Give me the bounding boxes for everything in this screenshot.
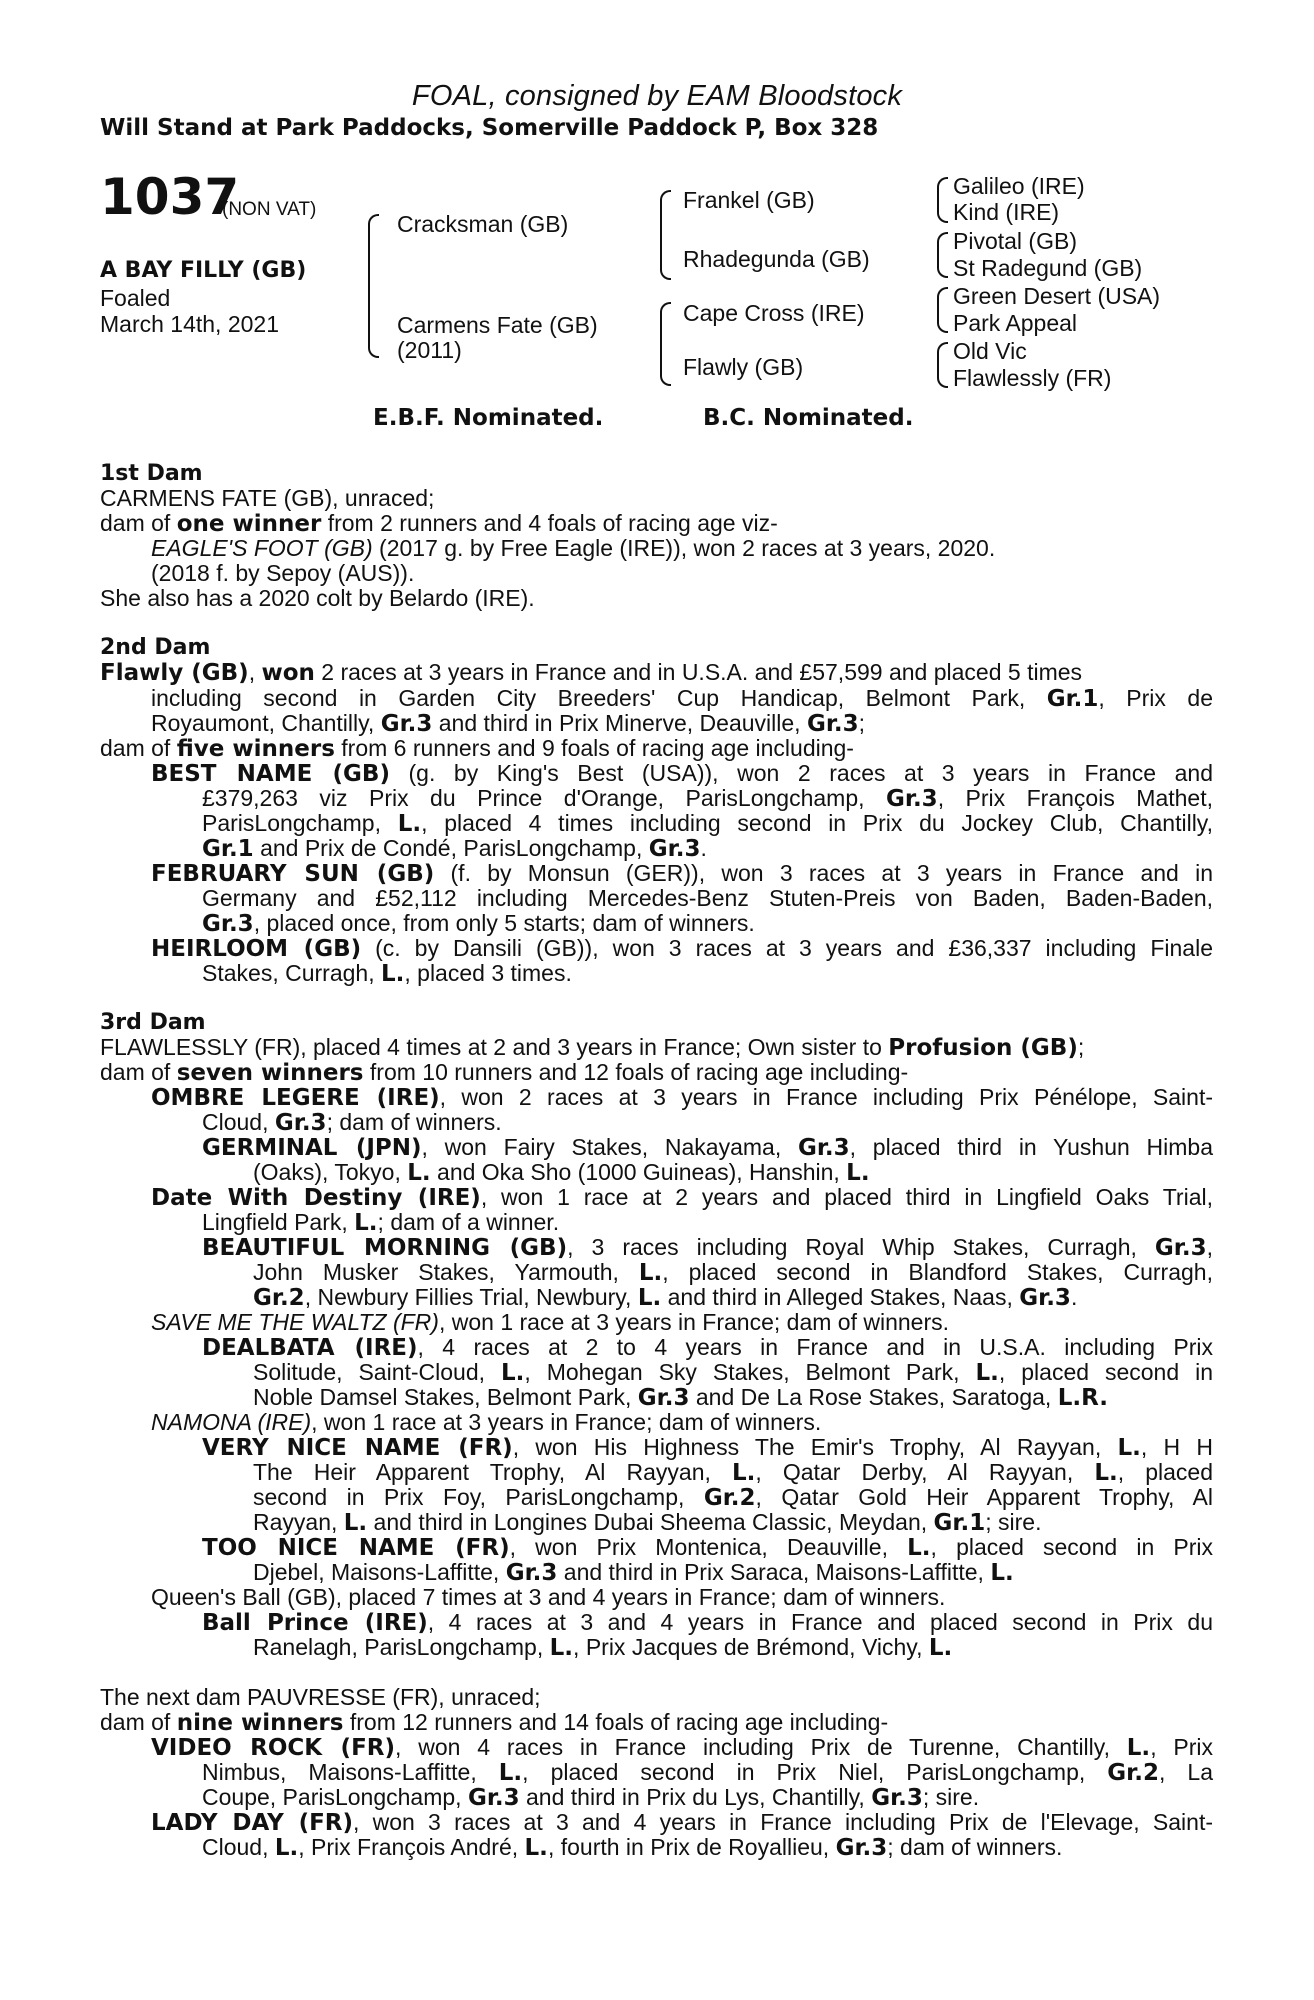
third-dam-line: VERY NICE NAME (FR), won His Highness The Emir's Trophy, Al Rayyan, L., H H — [202, 1434, 1213, 1461]
third-dam-line: dam of seven winners from 10 runners and 12 foals of racing age including- — [100, 1059, 909, 1086]
lot-description: A BAY FILLY (GB) — [100, 258, 307, 283]
consignment-title: FOAL, consigned by EAM Bloodstock — [411, 80, 903, 112]
sire-sire-dam: Kind (IRE) — [953, 199, 1060, 225]
pedigree-brace — [937, 287, 948, 333]
third-dam-line: Cloud, Gr.3; dam of winners. — [202, 1109, 502, 1136]
next-dam-line: dam of nine winners from 12 runners and 14 foals of racing age including- — [100, 1709, 889, 1736]
first-dam-line: CARMENS FATE (GB), unraced; — [100, 485, 435, 511]
third-dam-line: Queen's Ball (GB), placed 7 times at 3 and 4 years in France; dam of winners. — [151, 1584, 946, 1610]
dam-dam-sire: Old Vic — [953, 338, 1027, 364]
second-dam-line: Germany and £52,112 including Mercedes-Benz Stuten-Preis von Baden, Baden-Baden, — [202, 885, 1213, 911]
third-dam-line: TOO NICE NAME (FR), won Prix Montenica, Deauville, L., placed second in Prix — [202, 1534, 1214, 1561]
pedigree-brace — [660, 302, 671, 386]
second-dam-line: including second in Garden City Breeders' Cup Handicap, Belmont Park, Gr.1, Prix de — [151, 685, 1213, 712]
foaled-date: March 14th, 2021 — [100, 311, 280, 337]
pedigree-brace — [937, 232, 948, 278]
second-dam-line: ParisLongchamp, L., placed 4 times including second in Prix du Jockey Club, Chantilly, — [202, 810, 1213, 837]
ebf-nomination: E.B.F. Nominated. — [373, 405, 604, 431]
foaled-label: Foaled — [100, 285, 171, 311]
dam-dam: Flawly (GB) — [683, 354, 804, 380]
sire-dam-dam: St Radegund (GB) — [953, 255, 1143, 281]
second-dam-line: Gr.1 and Prix de Condé, ParisLongchamp, Gr.3. — [202, 835, 707, 862]
third-dam-line: John Musker Stakes, Yarmouth, L., placed second in Blandford Stakes, Curragh, — [253, 1259, 1213, 1286]
second-dam-line: BEST NAME (GB) (g. by King's Best (USA)), won 2 races at 3 years in France and — [151, 760, 1213, 787]
third-dam-line: Ball Prince (IRE), 4 races at 3 and 4 years in France and placed second in Prix du — [202, 1609, 1213, 1636]
second-dam-line: dam of five winners from 6 runners and 9 foals of racing age including- — [100, 735, 854, 762]
dam-sire-dam: Park Appeal — [953, 310, 1078, 336]
next-dam-line: Nimbus, Maisons-Laffitte, L., placed second in Prix Niel, ParisLongchamp, Gr.2, La — [202, 1759, 1213, 1786]
third-dam-line: Lingfield Park, L.; dam of a winner. — [202, 1209, 560, 1236]
next-dam-line: VIDEO ROCK (FR), won 4 races in France including Prix de Turenne, Chantilly, L., Prix — [151, 1734, 1214, 1761]
third-dam-line: SAVE ME THE WALTZ (FR), won 1 race at 3 years in France; dam of winners. — [151, 1309, 950, 1335]
sire-dam-sire: Pivotal (GB) — [953, 228, 1077, 254]
second-dam-line: Stakes, Curragh, L., placed 3 times. — [202, 960, 572, 987]
third-dam-line: NAMONA (IRE), won 1 race at 3 years in France; dam of winners. — [151, 1409, 822, 1435]
third-dam-line: second in Prix Foy, ParisLongchamp, Gr.2, Qatar Gold Heir Apparent Trophy, Al — [253, 1484, 1213, 1511]
dam-dam-dam: Flawlessly (FR) — [953, 365, 1112, 391]
third-dam-line: GERMINAL (JPN), won Fairy Stakes, Nakayama, Gr.3, placed third in Yushun Himba — [202, 1134, 1213, 1161]
second-dam-line: Flawly (GB), won 2 races at 3 years in France and in U.S.A. and £57,599 and placed 5 times — [100, 659, 1083, 686]
next-dam-line: Cloud, L., Prix François André, L., fourth in Prix de Royallieu, Gr.3; dam of winners. — [202, 1834, 1063, 1861]
pedigree-brace — [937, 177, 948, 223]
second-dam-line: HEIRLOOM (GB) (c. by Dansili (GB)), won 3 races at 3 years and £36,337 including Finale — [151, 935, 1213, 962]
second-dam-line: FEBRUARY SUN (GB) (f. by Monsun (GER)), won 3 races at 3 years in France and in — [151, 860, 1213, 887]
first-dam-line: dam of one winner from 2 runners and 4 foals of racing age viz- — [100, 510, 778, 537]
third-dam-line: BEAUTIFUL MORNING (GB), 3 races including Royal Whip Stakes, Curragh, Gr.3, — [202, 1234, 1213, 1261]
pedigree-brace — [660, 190, 671, 280]
next-dam-line: The next dam PAUVRESSE (FR), unraced; — [100, 1684, 541, 1710]
first-dam-heading: 1st Dam — [100, 461, 203, 486]
first-dam-line: (2018 f. by Sepoy (AUS)). — [151, 560, 415, 586]
sire: Cracksman (GB) — [397, 211, 569, 237]
dam-year: (2011) — [397, 337, 462, 363]
next-dam-line: Coupe, ParisLongchamp, Gr.3 and third in Prix du Lys, Chantilly, Gr.3; sire. — [202, 1784, 980, 1811]
first-dam-line: She also has a 2020 colt by Belardo (IRE). — [100, 585, 535, 611]
third-dam-line: Noble Damsel Stakes, Belmont Park, Gr.3 and De La Rose Stakes, Saratoga, L.R. — [253, 1384, 1108, 1411]
next-dam-line: LADY DAY (FR), won 3 races at 3 and 4 years in France including Prix de l'Elevage, Saint- — [151, 1809, 1213, 1836]
sire-sire-sire: Galileo (IRE) — [953, 173, 1085, 199]
third-dam-line: Date With Destiny (IRE), won 1 race at 2 years and placed third in Lingfield Oaks Trial, — [151, 1184, 1213, 1211]
third-dam-line: DEALBATA (IRE), 4 races at 2 to 4 years in France and in U.S.A. including Prix — [202, 1334, 1213, 1361]
second-dam-line: Gr.3, placed once, from only 5 starts; dam of winners. — [202, 910, 755, 937]
third-dam-line: Djebel, Maisons-Laffitte, Gr.3 and third in Prix Saraca, Maisons-Laffitte, L. — [253, 1559, 1014, 1586]
third-dam-line: (Oaks), Tokyo, L. and Oka Sho (1000 Guineas), Hanshin, L. — [253, 1159, 870, 1186]
third-dam-line: Gr.2, Newbury Fillies Trial, Newbury, L. and third in Alleged Stakes, Naas, Gr.3. — [253, 1284, 1078, 1311]
third-dam-line: Rayyan, L. and third in Longines Dubai Sheema Classic, Meydan, Gr.1; sire. — [253, 1509, 1042, 1536]
lot-number: 1037 — [100, 168, 240, 226]
third-dam-line: Ranelagh, ParisLongchamp, L., Prix Jacques de Brémond, Vichy, L. — [253, 1634, 953, 1661]
second-dam-line: Royaumont, Chantilly, Gr.3 and third in Prix Minerve, Deauville, Gr.3; — [151, 710, 866, 737]
third-dam-line: FLAWLESSLY (FR), placed 4 times at 2 and 3 years in France; Own sister to Profusion (GB); — [100, 1034, 1085, 1061]
stall-location: Will Stand at Park Paddocks, Somerville Paddock P, Box 328 — [100, 115, 879, 141]
third-dam-line: OMBRE LEGERE (IRE), won 2 races at 3 years in France including Prix Pénélope, Saint- — [151, 1084, 1213, 1111]
second-dam-heading: 2nd Dam — [100, 635, 211, 660]
dam-sire: Cape Cross (IRE) — [683, 300, 865, 326]
vat-status: (NON VAT) — [222, 199, 317, 220]
third-dam-line: Solitude, Saint-Cloud, L., Mohegan Sky Stakes, Belmont Park, L., placed second in — [253, 1359, 1213, 1386]
dam: Carmens Fate (GB) — [397, 312, 598, 338]
first-dam-line: EAGLE'S FOOT (GB) (2017 g. by Free Eagle (IRE)), won 2 races at 3 years, 2020. — [151, 535, 996, 561]
bc-nomination: B.C. Nominated. — [703, 405, 914, 431]
pedigree-brace — [937, 342, 948, 388]
dam-sire-sire: Green Desert (USA) — [953, 283, 1161, 309]
second-dam-line: £379,263 viz Prix du Prince d'Orange, ParisLongchamp, Gr.3, Prix François Mathet, — [202, 785, 1213, 812]
pedigree-brace — [368, 214, 379, 358]
third-dam-line: The Heir Apparent Trophy, Al Rayyan, L., Qatar Derby, Al Rayyan, L., placed — [253, 1459, 1213, 1486]
third-dam-heading: 3rd Dam — [100, 1010, 206, 1035]
sire-sire: Frankel (GB) — [683, 187, 815, 213]
sire-dam: Rhadegunda (GB) — [683, 246, 870, 272]
